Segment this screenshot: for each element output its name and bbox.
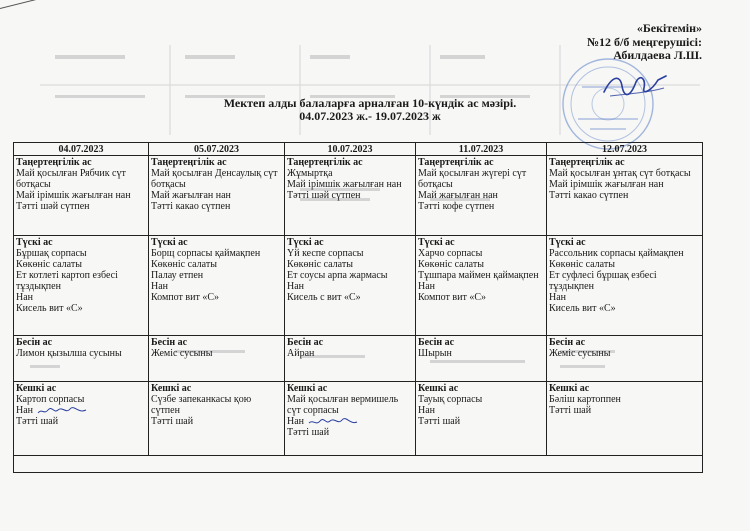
lunch-row: [14, 236, 703, 336]
meal-heading: Таңертеңгілік ас: [151, 157, 227, 168]
menu-item: Тәтті кофе сүтпен: [418, 201, 495, 212]
menu-item: Май жағылған нан: [418, 190, 498, 201]
menu-item: Жеміс сусыны: [151, 348, 213, 359]
snack-cell: [149, 336, 285, 382]
menu-title: [130, 97, 610, 123]
menu-item: Тәтті шай: [151, 416, 194, 427]
breakfast-cell: [285, 156, 416, 236]
menu-item: Көкөніс салаты: [287, 259, 353, 270]
menu-table: [13, 142, 703, 473]
meal-heading: Бесін ас: [16, 337, 53, 348]
menu-item: Нан: [549, 292, 567, 303]
meal-heading: Таңертеңгілік ас: [418, 157, 494, 168]
meal-heading: Кешкі ас: [418, 383, 459, 394]
meal-heading: Түскі ас: [151, 237, 188, 248]
menu-item: Борщ сорпасы қаймақпен: [151, 248, 261, 259]
meal-heading: Кешкі ас: [287, 383, 328, 394]
menu-item: Май қосылған ұнтақ сүт ботқасы: [549, 168, 691, 179]
menu-item: Тәтті какао сүтпен: [151, 201, 231, 212]
menu-item: Май жағылған нан: [151, 190, 231, 201]
meal-heading: Таңертеңгілік ас: [549, 157, 625, 168]
menu-item: Май қосылған вермишель сүт сорпасы: [287, 394, 399, 416]
menu-item: Май ірімшік жағылған нан: [287, 179, 402, 190]
meal-heading: Таңертеңгілік ас: [16, 157, 92, 168]
meal-heading: Бесін ас: [549, 337, 586, 348]
breakfast-cell: [14, 156, 149, 236]
dinner-cell: [547, 382, 703, 456]
menu-item: Нан: [418, 405, 436, 416]
menu-item: Картоп сорпасы: [16, 394, 85, 405]
menu-item: Нан: [16, 405, 34, 416]
menu-item: Тәтті шай: [549, 405, 592, 416]
menu-title-line-1: Мектеп алды балаларға арналған 10-күндік ас мәзірі.: [223, 96, 517, 110]
menu-item: Тәтті шай: [418, 416, 461, 427]
menu-item: Нан: [287, 416, 305, 427]
dinner-cell: [149, 382, 285, 456]
handwritten-note-mark: [36, 406, 88, 416]
date-header: 12.07.2023: [547, 143, 703, 156]
menu-item: Тауық сорпасы: [418, 394, 483, 405]
breakfast-cell: [547, 156, 703, 236]
menu-item: Тұшпара маймен қаймақпен: [418, 270, 539, 281]
date-header: 10.07.2023: [285, 143, 416, 156]
meal-heading: Түскі ас: [287, 237, 324, 248]
menu-item: Компот вит «С»: [151, 292, 220, 303]
dinner-cell: [14, 382, 149, 456]
menu-item: Харчо сорпасы: [418, 248, 483, 259]
dinner-cell: [285, 382, 416, 456]
snack-cell: [14, 336, 149, 382]
menu-item: Май қосылған Рябчик сүт ботқасы: [16, 168, 126, 190]
menu-item: Көкөніс салаты: [151, 259, 217, 270]
menu-item: Кисель вит «С»: [16, 303, 83, 314]
menu-item: Тәтті шәй сүтпен: [16, 201, 90, 212]
lunch-cell: [416, 236, 547, 336]
menu-item: Тәтті шәй сүтпен: [287, 190, 361, 201]
dinner-cell: [416, 382, 547, 456]
date-header: 11.07.2023: [416, 143, 547, 156]
menu-item: Көкөніс салаты: [16, 259, 82, 270]
empty-row: [14, 456, 703, 473]
dinner-row: [14, 382, 703, 456]
menu-item: Компот вит «С»: [418, 292, 487, 303]
menu-item: Көкөніс салаты: [418, 259, 484, 270]
menu-item: Май қосылған Денсаулық сүт ботқасы: [151, 168, 278, 190]
breakfast-cell: [149, 156, 285, 236]
menu-item: Шырын: [418, 348, 452, 359]
menu-item: Жеміс сусыны: [549, 348, 611, 359]
date-header: 04.07.2023: [14, 143, 149, 156]
menu-item: Үй кеспе сорпасы: [287, 248, 364, 259]
meal-heading: Таңертеңгілік ас: [287, 157, 363, 168]
menu-item: Лимон қызылша сусыны: [16, 348, 122, 359]
meal-heading: Кешкі ас: [16, 383, 57, 394]
menu-item-with-mark: [16, 405, 146, 416]
snack-row: [14, 336, 703, 382]
meal-heading: Кешкі ас: [151, 383, 192, 394]
meal-heading: Түскі ас: [16, 237, 53, 248]
menu-item: Ет соусы арпа жармасы: [287, 270, 388, 281]
menu-title-line-2: 04.07.2023 ж.- 19.07.2023 ж: [299, 109, 441, 123]
breakfast-cell: [416, 156, 547, 236]
menu-item: Көкөніс салаты: [549, 259, 615, 270]
snack-cell: [285, 336, 416, 382]
menu-item: Тәтті какао сүтпен: [549, 190, 629, 201]
meal-heading: Бесін ас: [287, 337, 324, 348]
menu-item: Ет суфлесі бұршақ езбесі тұздықпен: [549, 270, 657, 292]
menu-item: Нан: [16, 292, 34, 303]
menu-item: Жұмыртқа: [287, 168, 333, 179]
snack-cell: [416, 336, 547, 382]
meal-heading: Бесін ас: [151, 337, 188, 348]
menu-item: Нан: [418, 281, 436, 292]
lunch-cell: [547, 236, 703, 336]
menu-item: Май ірімшік жағылған нан: [16, 190, 131, 201]
date-header-row: [14, 143, 703, 156]
menu-item: Тәтті шай: [16, 416, 59, 427]
breakfast-row: [14, 156, 703, 236]
handwritten-note-mark: [307, 417, 359, 427]
lunch-cell: [149, 236, 285, 336]
approval-name: Абилдаева Л.Ш.: [613, 48, 702, 62]
lunch-cell: [285, 236, 416, 336]
meal-heading: Түскі ас: [418, 237, 455, 248]
menu-item: Бәліш картоппен: [549, 394, 621, 405]
meal-heading: Бесін ас: [418, 337, 455, 348]
menu-item: Тәтті шай: [287, 427, 330, 438]
menu-item: Нан: [151, 281, 169, 292]
meal-heading: Кешкі ас: [549, 383, 590, 394]
meal-heading: Түскі ас: [549, 237, 586, 248]
approval-position: №12 б/б меңгерушісі:: [586, 34, 702, 49]
menu-item: Ет котлеті картоп езбесі тұздықпен: [16, 270, 118, 292]
menu-item: Сүзбе запеканкасы қою сүтпен: [151, 394, 252, 416]
menu-item: Бұршақ сорпасы: [16, 248, 87, 259]
lunch-cell: [14, 236, 149, 336]
menu-item-with-mark: [287, 416, 413, 427]
menu-item: Кисель вит «С»: [549, 303, 616, 314]
menu-item: Рассольник сорпасы қаймақпен: [549, 248, 684, 259]
menu-item: Кисель с вит «С»: [287, 292, 361, 303]
signature: [600, 68, 670, 104]
menu-item: Айран: [287, 348, 315, 359]
menu-item: Май ірімшік жағылған нан: [549, 179, 664, 190]
snack-cell: [547, 336, 703, 382]
menu-item: Палау етпен: [151, 270, 204, 281]
menu-item: Нан: [287, 281, 305, 292]
date-header: 05.07.2023: [149, 143, 285, 156]
menu-item: Май қосылған жүгері сүт ботқасы: [418, 168, 527, 190]
empty-cell: [14, 456, 703, 473]
approval-label: «Бекітемін»: [636, 21, 702, 35]
